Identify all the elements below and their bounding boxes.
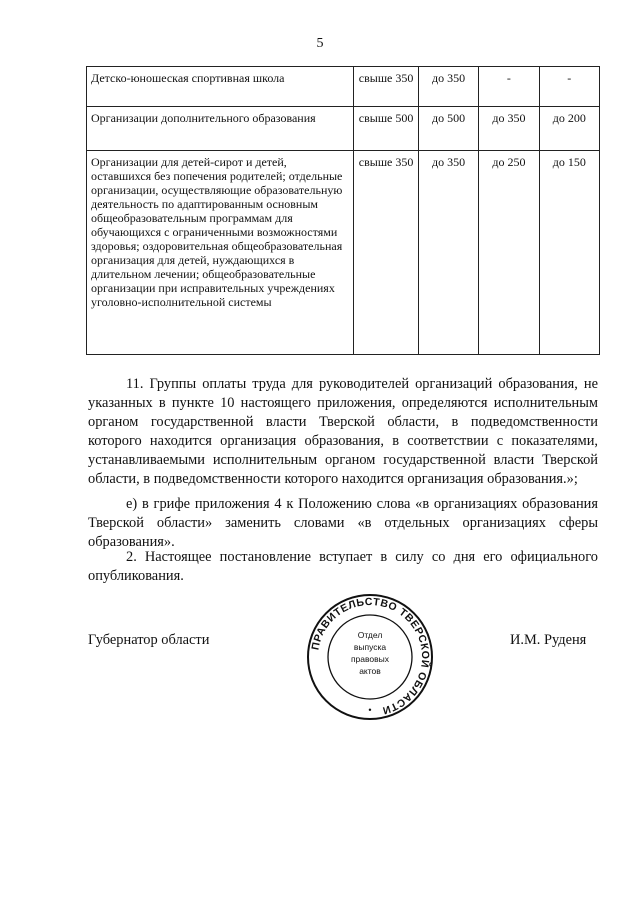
page-number: 5	[316, 36, 324, 51]
table-row	[87, 107, 600, 151]
table-cell: свыше 350	[354, 67, 419, 107]
table-cell: Организации для детей-сирот и детей, оставшихся без попечения родителей; отдельные организации, осуществляющие образовательную деятельность по адаптированным основным общеобразовательным программам для обучающихся с ограниченными возможностями здоровья; оздоровительная общеобразовательная организация для детей, нуждающихся в длительном лечении; общеобразовательные организации при исправительных учреждениях уголовно-исполнительной системы	[87, 151, 354, 355]
table-cell: до 150	[539, 151, 599, 355]
signature-name: И.М. Руденя	[510, 632, 587, 648]
stamp-center-line: выпуска	[353, 642, 387, 652]
stamp-center-line: правовых	[350, 654, 390, 664]
table-cell: до 200	[539, 107, 599, 151]
table-cell: до 350	[418, 151, 478, 355]
table-row	[87, 67, 600, 107]
official-stamp	[305, 592, 435, 722]
paragraph-e: е) в грифе приложения 4 к Положению слова «в организациях образования Тверской области» заменить словами «в отдельных организациях сферы образования».	[88, 496, 598, 550]
signature-title: Губернатор области	[88, 632, 210, 648]
paragraph-11: 11. Группы оплаты труда для руководителей организаций образования, не указанных в пункте 10 настоящего приложения, определяются исполнительным органом государственной власти Тверской области, в подведомственности которого находится организация образования, в соответствии с показателями, устанавливаемыми исполнительным органом государственной власти Тверской области, в подведомственности которого находится организация образования.»;	[88, 376, 598, 487]
paragraph-2: 2. Настоящее постановление вступает в силу со дня его официального опубликования.	[88, 549, 598, 584]
salary-group-table	[86, 66, 600, 355]
table-cell: Детско-юношеская спортивная школа	[87, 67, 354, 107]
stamp-center-line: актов	[359, 666, 381, 676]
stamp-center-line: Отдел	[357, 630, 383, 640]
table-cell: до 250	[479, 151, 539, 355]
table-row	[87, 151, 600, 355]
table-cell: свыше 350	[354, 151, 419, 355]
table-cell: -	[539, 67, 599, 107]
table-cell: свыше 500	[354, 107, 419, 151]
table-cell: до 350	[418, 67, 478, 107]
table-cell: Организации дополнительного образования	[87, 107, 354, 151]
table-cell: до 350	[479, 107, 539, 151]
stamp-bottom-mark: •	[368, 705, 372, 715]
table-cell: до 500	[418, 107, 478, 151]
table-cell: -	[479, 67, 539, 107]
stamp-ring-text: ПРАВИТЕЛЬСТВО ТВЕРСКОЙ ОБЛАСТИ	[309, 595, 432, 717]
